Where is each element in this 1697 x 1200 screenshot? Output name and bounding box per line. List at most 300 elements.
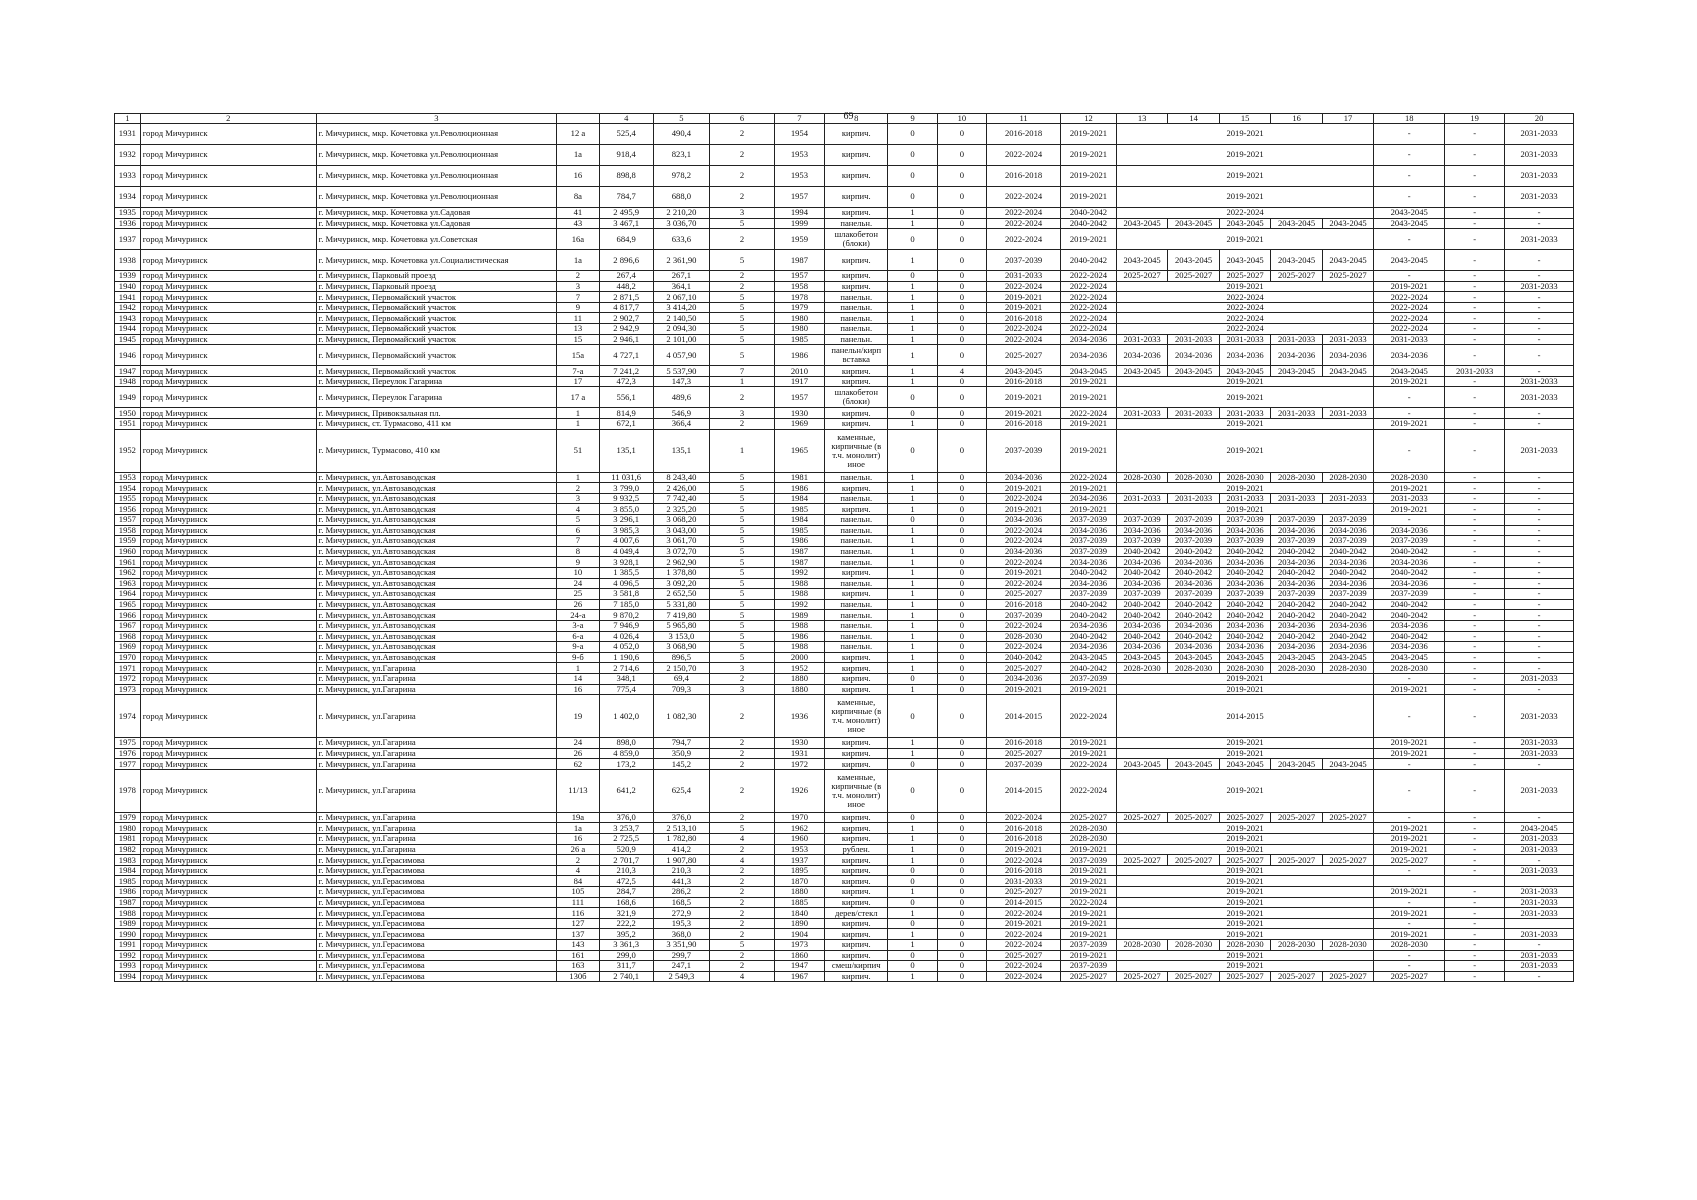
- merged-period-cell: 2019-2021: [1116, 429, 1373, 472]
- table-cell: 0: [937, 897, 986, 908]
- table-cell: 1: [888, 376, 937, 387]
- housing-register-table: [114, 113, 1574, 982]
- table-cell: 2034-2036: [1219, 525, 1270, 536]
- table-cell: 2019-2021: [1061, 844, 1117, 855]
- table-cell: -: [1505, 324, 1574, 335]
- table-cell: 2: [710, 229, 774, 250]
- table-cell: 2034-2036: [1116, 642, 1167, 653]
- row-number: 1954: [115, 483, 141, 494]
- address-cell: г. Мичуринск, Первомайский участок: [316, 313, 556, 324]
- table-cell: 1931: [774, 748, 824, 759]
- table-cell: -: [1445, 334, 1505, 345]
- table-cell: 2010: [774, 366, 824, 377]
- wall-material-cell: рублен.: [825, 844, 888, 855]
- table-cell: 1: [556, 472, 599, 483]
- table-cell: 0: [937, 546, 986, 557]
- municipality-cell: город Мичуринск: [140, 493, 316, 504]
- table-cell: 2040-2042: [1061, 567, 1117, 578]
- table-cell: 2040-2042: [1271, 599, 1322, 610]
- table-cell: 2043-2045: [987, 366, 1061, 377]
- table-cell: -: [1445, 123, 1505, 144]
- table-cell: 0: [888, 812, 937, 823]
- municipality-cell: город Мичуринск: [140, 812, 316, 823]
- table-cell: 7 185,0: [599, 599, 653, 610]
- table-cell: 2034-2036: [1116, 345, 1167, 366]
- table-row: [115, 940, 1574, 951]
- table-cell: 5: [710, 483, 774, 494]
- table-cell: 7: [556, 536, 599, 547]
- table-cell: 2034-2036: [1168, 642, 1219, 653]
- table-cell: 5: [710, 557, 774, 568]
- row-number: 1988: [115, 908, 141, 919]
- table-cell: 2043-2045: [1271, 366, 1322, 377]
- table-cell: 127: [556, 918, 599, 929]
- table-cell: [1505, 918, 1574, 929]
- table-cell: 0: [937, 929, 986, 940]
- table-cell: 2037-2039: [1322, 589, 1373, 600]
- table-cell: 1: [888, 971, 937, 982]
- table-cell: 2043-2045: [1219, 218, 1270, 229]
- table-cell: 2028-2030: [1219, 663, 1270, 674]
- row-number: 1935: [115, 207, 141, 218]
- wall-material-cell: кирпич.: [825, 504, 888, 515]
- table-cell: 414,2: [653, 844, 710, 855]
- address-cell: г. Мичуринск, Привокзальная пл.: [316, 408, 556, 419]
- table-cell: 1980: [774, 313, 824, 324]
- table-cell: 1: [888, 281, 937, 292]
- table-cell: 0: [937, 292, 986, 303]
- table-cell: 3 072,70: [653, 546, 710, 557]
- table-cell: 2037-2039: [1374, 536, 1445, 547]
- table-cell: 2019-2021: [1061, 504, 1117, 515]
- table-cell: -: [1445, 429, 1505, 472]
- merged-period-cell: 2019-2021: [1116, 908, 1373, 919]
- row-number: 1946: [115, 345, 141, 366]
- municipality-cell: город Мичуринск: [140, 897, 316, 908]
- table-cell: 3 855,0: [599, 504, 653, 515]
- table-cell: 4: [710, 834, 774, 845]
- table-cell: 0: [937, 673, 986, 684]
- table-cell: 0: [937, 855, 986, 866]
- table-cell: 2025-2027: [987, 887, 1061, 898]
- table-cell: 2019-2021: [987, 292, 1061, 303]
- table-cell: 2025-2027: [1271, 812, 1322, 823]
- table-cell: 2 101,00: [653, 334, 710, 345]
- merged-period-cell: 2019-2021: [1116, 876, 1373, 887]
- row-number: 1985: [115, 876, 141, 887]
- table-cell: -: [1445, 557, 1505, 568]
- table-cell: 1988: [774, 589, 824, 600]
- table-cell: 2022-2024: [987, 218, 1061, 229]
- table-cell: 625,4: [653, 769, 710, 812]
- address-cell: г. Мичуринск, Первомайский участок: [316, 324, 556, 335]
- table-cell: 2: [710, 123, 774, 144]
- municipality-cell: город Мичуринск: [140, 186, 316, 207]
- municipality-cell: город Мичуринск: [140, 324, 316, 335]
- table-cell: 5: [710, 599, 774, 610]
- table-cell: 1: [888, 642, 937, 653]
- table-cell: 2 725,5: [599, 834, 653, 845]
- table-cell: 1962: [774, 823, 824, 834]
- table-cell: 2028-2030: [1219, 472, 1270, 483]
- table-cell: 2031-2033: [1505, 695, 1574, 738]
- municipality-cell: город Мичуринск: [140, 218, 316, 229]
- table-cell: 4: [556, 865, 599, 876]
- table-cell: 1: [888, 855, 937, 866]
- table-cell: 3 092,20: [653, 578, 710, 589]
- municipality-cell: город Мичуринск: [140, 546, 316, 557]
- table-cell: 4: [556, 504, 599, 515]
- row-number: 1975: [115, 738, 141, 749]
- row-number: 1941: [115, 292, 141, 303]
- table-cell: -: [1505, 663, 1574, 674]
- table-cell: 2019-2021: [1061, 387, 1117, 408]
- table-cell: 3 467,1: [599, 218, 653, 229]
- municipality-cell: город Мичуринск: [140, 971, 316, 982]
- table-cell: 14: [556, 673, 599, 684]
- table-cell: 2034-2036: [1271, 557, 1322, 568]
- table-cell: 2022-2024: [1061, 292, 1117, 303]
- wall-material-cell: кирпич.: [825, 855, 888, 866]
- table-cell: 2019-2021: [1374, 281, 1445, 292]
- table-cell: 2040-2042: [1219, 631, 1270, 642]
- table-cell: -: [1505, 419, 1574, 430]
- row-number: 1942: [115, 302, 141, 313]
- table-cell: 1: [888, 218, 937, 229]
- table-row: [115, 472, 1574, 483]
- table-cell: 2040-2042: [1271, 567, 1322, 578]
- merged-period-cell: 2019-2021: [1116, 918, 1373, 929]
- table-cell: 2019-2021: [1374, 834, 1445, 845]
- table-cell: 173,2: [599, 759, 653, 770]
- table-cell: 2034-2036: [1116, 557, 1167, 568]
- table-cell: 26: [556, 599, 599, 610]
- table-cell: 2043-2045: [1374, 218, 1445, 229]
- table-cell: 2022-2024: [987, 578, 1061, 589]
- table-cell: 2022-2024: [987, 281, 1061, 292]
- row-number: 1943: [115, 313, 141, 324]
- table-cell: -: [1445, 961, 1505, 972]
- table-row: [115, 376, 1574, 387]
- table-cell: 1: [888, 366, 937, 377]
- table-cell: -: [1445, 546, 1505, 557]
- table-cell: 2022-2024: [1061, 408, 1117, 419]
- merged-period-cell: 2019-2021: [1116, 123, 1373, 144]
- table-cell: 0: [937, 429, 986, 472]
- table-cell: 2031-2033: [1505, 748, 1574, 759]
- table-cell: -: [1445, 684, 1505, 695]
- table-cell: 1: [888, 292, 937, 303]
- table-cell: 0: [888, 144, 937, 165]
- wall-material-cell: кирпич.: [825, 376, 888, 387]
- table-cell: 0: [888, 695, 937, 738]
- address-cell: г. Мичуринск, ул.Гагарина: [316, 823, 556, 834]
- table-cell: 775,4: [599, 684, 653, 695]
- table-cell: 143: [556, 940, 599, 951]
- address-cell: г. Мичуринск, ул.Гагарина: [316, 663, 556, 674]
- row-number: 1948: [115, 376, 141, 387]
- table-row: [115, 642, 1574, 653]
- table-cell: -: [1505, 620, 1574, 631]
- table-cell: 2037-2039: [1168, 515, 1219, 526]
- table-cell: 1959: [774, 229, 824, 250]
- table-cell: 2019-2021: [1374, 908, 1445, 919]
- table-cell: 1960: [774, 834, 824, 845]
- table-cell: 2040-2042: [1116, 599, 1167, 610]
- table-cell: -: [1445, 834, 1505, 845]
- table-cell: -: [1505, 493, 1574, 504]
- table-cell: 105: [556, 887, 599, 898]
- table-row: [115, 759, 1574, 770]
- table-cell: 2019-2021: [1061, 483, 1117, 494]
- table-cell: 2034-2036: [1116, 525, 1167, 536]
- municipality-cell: город Мичуринск: [140, 663, 316, 674]
- wall-material-cell: кирпич.: [825, 738, 888, 749]
- table-row: [115, 738, 1574, 749]
- table-cell: 3 296,1: [599, 515, 653, 526]
- table-cell: 0: [937, 971, 986, 982]
- table-row: [115, 515, 1574, 526]
- table-cell: 2040-2042: [1061, 631, 1117, 642]
- address-cell: г. Мичуринск, мкр. Кочетовка ул.Садовая: [316, 218, 556, 229]
- table-cell: 2025-2027: [1061, 812, 1117, 823]
- municipality-cell: город Мичуринск: [140, 387, 316, 408]
- table-cell: 2040-2042: [1219, 610, 1270, 621]
- municipality-cell: город Мичуринск: [140, 165, 316, 186]
- table-cell: 2019-2021: [987, 483, 1061, 494]
- table-cell: 4 096,5: [599, 578, 653, 589]
- address-cell: г. Мичуринск, ул.Гагарина: [316, 738, 556, 749]
- column-number: 20: [1505, 114, 1574, 124]
- table-cell: 1а: [556, 250, 599, 271]
- table-cell: 9-а: [556, 642, 599, 653]
- row-number: 1940: [115, 281, 141, 292]
- merged-period-cell: 2019-2021: [1116, 186, 1373, 207]
- table-cell: 0: [937, 186, 986, 207]
- municipality-cell: город Мичуринск: [140, 123, 316, 144]
- row-number: 1983: [115, 855, 141, 866]
- merged-period-cell: 2019-2021: [1116, 684, 1373, 695]
- table-cell: 2025-2027: [1219, 971, 1270, 982]
- table-row: [115, 918, 1574, 929]
- table-cell: -: [1445, 865, 1505, 876]
- table-cell: 684,9: [599, 229, 653, 250]
- table-cell: 2025-2027: [1219, 812, 1270, 823]
- table-cell: 2040-2042: [1061, 663, 1117, 674]
- table-row: [115, 302, 1574, 313]
- table-cell: 368,0: [653, 929, 710, 940]
- table-cell: -: [1445, 940, 1505, 951]
- table-cell: 1 402,0: [599, 695, 653, 738]
- table-cell: 1987: [774, 250, 824, 271]
- table-cell: 2 426,00: [653, 483, 710, 494]
- column-number: 18: [1374, 114, 1445, 124]
- table-cell: 3: [710, 207, 774, 218]
- table-cell: 3 153,0: [653, 631, 710, 642]
- table-cell: 1а: [556, 144, 599, 165]
- table-cell: 16: [556, 165, 599, 186]
- table-cell: 2022-2024: [987, 855, 1061, 866]
- address-cell: г. Мичуринск, Первомайский участок: [316, 302, 556, 313]
- table-cell: 0: [937, 345, 986, 366]
- merged-period-cell: 2019-2021: [1116, 165, 1373, 186]
- table-cell: 3 985,3: [599, 525, 653, 536]
- table-cell: 0: [937, 642, 986, 653]
- table-cell: -: [1505, 567, 1574, 578]
- table-cell: -: [1445, 229, 1505, 250]
- address-cell: г. Мичуринск, ул.Гагарина: [316, 812, 556, 823]
- table-cell: 1: [888, 652, 937, 663]
- wall-material-cell: панельн.: [825, 493, 888, 504]
- table-cell: 1954: [774, 123, 824, 144]
- table-cell: 2034-2036: [1219, 345, 1270, 366]
- merged-period-cell: 2019-2021: [1116, 844, 1373, 855]
- table-cell: 3 414,20: [653, 302, 710, 313]
- table-row: [115, 652, 1574, 663]
- table-cell: 2040-2042: [1374, 567, 1445, 578]
- table-cell: 2040-2042: [1061, 218, 1117, 229]
- municipality-cell: город Мичуринск: [140, 515, 316, 526]
- table-cell: 25: [556, 589, 599, 600]
- table-cell: 2016-2018: [987, 165, 1061, 186]
- table-cell: 2031-2033: [1168, 334, 1219, 345]
- table-cell: -: [1445, 218, 1505, 229]
- wall-material-cell: кирпич.: [825, 123, 888, 144]
- table-cell: 2043-2045: [1116, 250, 1167, 271]
- table-cell: 1 082,30: [653, 695, 710, 738]
- table-row: [115, 334, 1574, 345]
- table-cell: -: [1505, 302, 1574, 313]
- wall-material-cell: кирпич.: [825, 684, 888, 695]
- table-cell: 1: [888, 493, 937, 504]
- table-cell: 2028-2030: [1374, 663, 1445, 674]
- table-cell: -: [1505, 345, 1574, 366]
- table-cell: 2043-2045: [1219, 759, 1270, 770]
- table-cell: -: [1505, 483, 1574, 494]
- table-cell: 1972: [774, 759, 824, 770]
- row-number: 1960: [115, 546, 141, 557]
- table-row: [115, 631, 1574, 642]
- table-cell: 2037-2039: [1061, 515, 1117, 526]
- table-cell: 2043-2045: [1168, 218, 1219, 229]
- table-cell: 0: [937, 950, 986, 961]
- column-number: 9: [888, 114, 937, 124]
- column-number: 16: [1271, 114, 1322, 124]
- table-cell: -: [1505, 472, 1574, 483]
- table-cell: 1: [556, 663, 599, 674]
- table-cell: 5: [710, 218, 774, 229]
- table-cell: 2019-2021: [1061, 908, 1117, 919]
- municipality-cell: город Мичуринск: [140, 419, 316, 430]
- table-cell: 2019-2021: [1061, 165, 1117, 186]
- table-cell: 2: [710, 918, 774, 929]
- table-cell: 0: [937, 769, 986, 812]
- table-cell: 2043-2045: [1168, 652, 1219, 663]
- table-row: [115, 186, 1574, 207]
- table-cell: -: [1445, 144, 1505, 165]
- merged-period-cell: 2019-2021: [1116, 823, 1373, 834]
- table-cell: 5: [556, 515, 599, 526]
- wall-material-cell: кирпич.: [825, 971, 888, 982]
- wall-material-cell: дерев/стекл: [825, 908, 888, 919]
- table-cell: 3 799,0: [599, 483, 653, 494]
- address-cell: г. Мичуринск, ул.Автозаводская: [316, 483, 556, 494]
- table-cell: 2: [556, 271, 599, 282]
- table-cell: 2: [710, 281, 774, 292]
- table-cell: 267,1: [653, 271, 710, 282]
- table-cell: -: [1505, 546, 1574, 557]
- table-cell: 1880: [774, 887, 824, 898]
- table-cell: 5 537,90: [653, 366, 710, 377]
- row-number: 1994: [115, 971, 141, 982]
- table-cell: 24: [556, 738, 599, 749]
- table-cell: 0: [937, 834, 986, 845]
- table-cell: 2 714,6: [599, 663, 653, 674]
- address-cell: г. Мичуринск, мкр. Кочетовка ул.Социалистическая: [316, 250, 556, 271]
- table-cell: 1953: [774, 144, 824, 165]
- table-cell: 709,3: [653, 684, 710, 695]
- table-cell: 0: [937, 961, 986, 972]
- address-cell: г. Мичуринск, ул.Герасимова: [316, 918, 556, 929]
- table-cell: -: [1445, 345, 1505, 366]
- municipality-cell: город Мичуринск: [140, 865, 316, 876]
- address-cell: г. Мичуринск, ул.Автозаводская: [316, 589, 556, 600]
- table-row: [115, 525, 1574, 536]
- wall-material-cell: кирпич.: [825, 759, 888, 770]
- table-cell: 1930: [774, 738, 824, 749]
- municipality-cell: город Мичуринск: [140, 525, 316, 536]
- table-cell: 5: [710, 292, 774, 303]
- column-number: 1: [115, 114, 141, 124]
- table-cell: 2025-2027: [1168, 855, 1219, 866]
- table-cell: 2028-2030: [987, 631, 1061, 642]
- table-cell: 0: [937, 165, 986, 186]
- row-number: 1989: [115, 918, 141, 929]
- table-cell: 2 094,30: [653, 324, 710, 335]
- wall-material-cell: кирпич.: [825, 419, 888, 430]
- table-cell: 2022-2024: [1061, 302, 1117, 313]
- address-cell: г. Мичуринск, ул.Гагарина: [316, 759, 556, 770]
- table-cell: 2016-2018: [987, 865, 1061, 876]
- table-cell: 0: [937, 812, 986, 823]
- table-cell: -: [1505, 971, 1574, 982]
- table-cell: 2031-2033: [1505, 738, 1574, 749]
- table-cell: 2037-2039: [1061, 589, 1117, 600]
- table-cell: 0: [937, 887, 986, 898]
- row-number: 1931: [115, 123, 141, 144]
- table-cell: 2034-2036: [1271, 578, 1322, 589]
- table-cell: 5: [710, 515, 774, 526]
- address-cell: г. Мичуринск, Парковый проезд: [316, 271, 556, 282]
- table-cell: 2043-2045: [1374, 207, 1445, 218]
- table-cell: 2043-2045: [1322, 652, 1373, 663]
- table-cell: -: [1505, 578, 1574, 589]
- table-cell: 11/13: [556, 769, 599, 812]
- table-row: [115, 165, 1574, 186]
- table-cell: 2034-2036: [1168, 345, 1219, 366]
- table-cell: 2022-2024: [1374, 313, 1445, 324]
- table-cell: 978,2: [653, 165, 710, 186]
- table-cell: 0: [937, 123, 986, 144]
- address-cell: г. Мичуринск, ул.Герасимова: [316, 961, 556, 972]
- table-cell: 2034-2036: [1168, 557, 1219, 568]
- address-cell: г. Мичуринск, ул.Автозаводская: [316, 557, 556, 568]
- table-cell: 2019-2021: [1061, 918, 1117, 929]
- table-cell: 1987: [774, 546, 824, 557]
- table-cell: 0: [937, 207, 986, 218]
- table-cell: 2025-2027: [1116, 971, 1167, 982]
- table-cell: 0: [937, 334, 986, 345]
